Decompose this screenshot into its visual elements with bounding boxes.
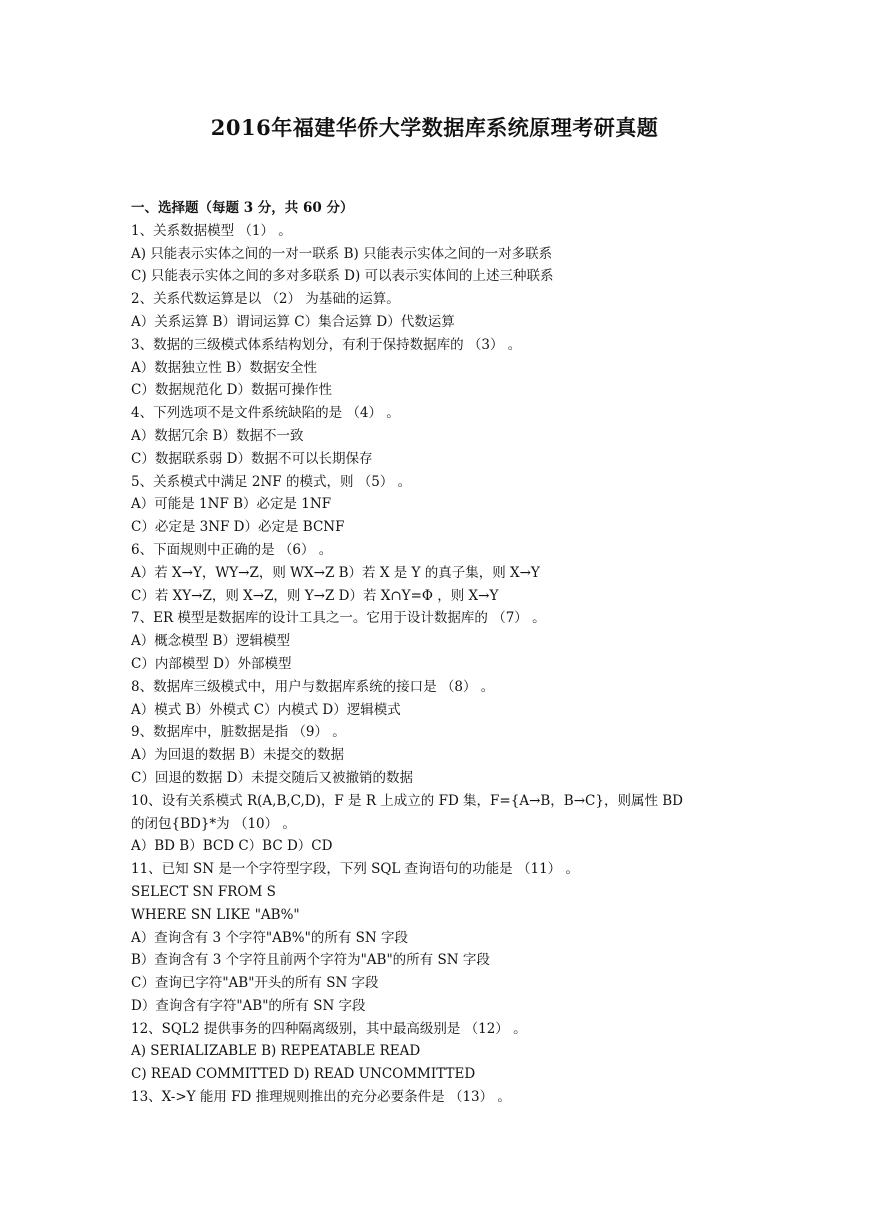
text-line: C）查询已字符"AB"开头的所有 SN 字段 [131,975,379,992]
text-line: 10、设有关系模式 R(A,B,C,D)，F 是 R 上成立的 FD 集，F={A→B，B→C}，则属性 BD [131,792,683,809]
text-line: 13、X->Y 能用 FD 推理规则推出的充分必要条件是 （13） 。 [131,1089,511,1106]
text-line: C）数据规范化 D）数据可操作性 [131,382,332,399]
text-line: 11、已知 SN 是一个字符型字段，下列 SQL 查询语句的功能是 （11） 。 [131,861,579,878]
text-line: B）查询含有 3 个字符且前两个字符为"AB"的所有 SN 字段 [131,952,490,969]
text-line: 的闭包{BD}*为 （10） 。 [131,815,296,832]
text-line: A）数据独立性 B）数据安全性 [131,359,317,376]
text-line: A）查询含有 3 个字符"AB%"的所有 SN 字段 [131,929,408,946]
text-line: A）数据冗余 B）数据不一致 [131,427,304,444]
text-line: WHERE SN LIKE "AB%" [131,906,300,923]
text-line: C）若 XY→Z，则 X→Z，则 Y→Z D）若 X∩Y=Φ ，则 X→Y [131,587,499,604]
text-line: A）若 X→Y，WY→Z，则 WX→Z B）若 X 是 Y 的真子集，则 X→Y [131,564,540,581]
text-line: SELECT SN FROM S [131,883,276,900]
section-heading: 一、选择题（每题 3 分，共 60 分） [131,200,354,216]
text-line: C）数据联系弱 D）数据不可以长期保存 [131,450,373,467]
question-list [131,197,831,1109]
text-line: 12、SQL2 提供事务的四种隔离级别，其中最高级别是 （12） 。 [131,1020,527,1037]
text-line: C）回退的数据 D）未提交随后又被撤销的数据 [131,769,413,786]
text-line: 2、关系代数运算是以 （2） 为基础的运算。 [131,291,400,308]
text-line: 3、数据的三级模式体系结构划分，有利于保持数据库的 （3） 。 [131,336,522,353]
text-line: 6、下面规则中正确的是 （6） 。 [131,541,333,558]
text-line: 8、数据库三级模式中，用户与数据库系统的接口是 （8） 。 [131,678,495,695]
text-line: 5、关系模式中满足 2NF 的模式，则 （5） 。 [131,473,412,490]
text-line: 1、关系数据模型 （1） 。 [131,222,292,239]
page-title: 2016年福建华侨大学数据库系统原理考研真题 [210,115,659,140]
text-line: A）可能是 1NF B）必定是 1NF [131,496,332,513]
text-line: D）查询含有字符"AB"的所有 SN 字段 [131,997,366,1014]
text-line: 9、数据库中，脏数据是指 （9） 。 [131,724,346,741]
text-line: A）模式 B）外模式 C）内模式 D）逻辑模式 [131,701,401,718]
text-line: A) 只能表示实体之间的一对一联系 B) 只能表示实体之间的一对多联系 [131,245,553,262]
text-line: 7、ER 模型是数据库的设计工具之一。它用于设计数据库的 （7） 。 [131,610,546,627]
text-line: C）内部模型 D）外部模型 [131,655,292,672]
text-line: A）关系运算 B）谓词运算 C）集合运算 D）代数运算 [131,313,455,330]
text-line: C) 只能表示实体之间的多对多联系 D) 可以表示实体间的上述三种联系 [131,268,554,285]
text-line: A) SERIALIZABLE B) REPEATABLE READ [131,1043,421,1060]
text-line: A）BD B）BCD C）BC D）CD [131,838,333,855]
text-line: 4、下列选项不是文件系统缺陷的是 （4） 。 [131,405,400,422]
text-line: C) READ COMMITTED D) READ UNCOMMITTED [131,1066,476,1083]
text-line: A）为回退的数据 B）未提交的数据 [131,747,344,764]
text-line: C）必定是 3NF D）必定是 BCNF [131,519,345,536]
text-line: A）概念模型 B）逻辑模型 [131,633,290,650]
